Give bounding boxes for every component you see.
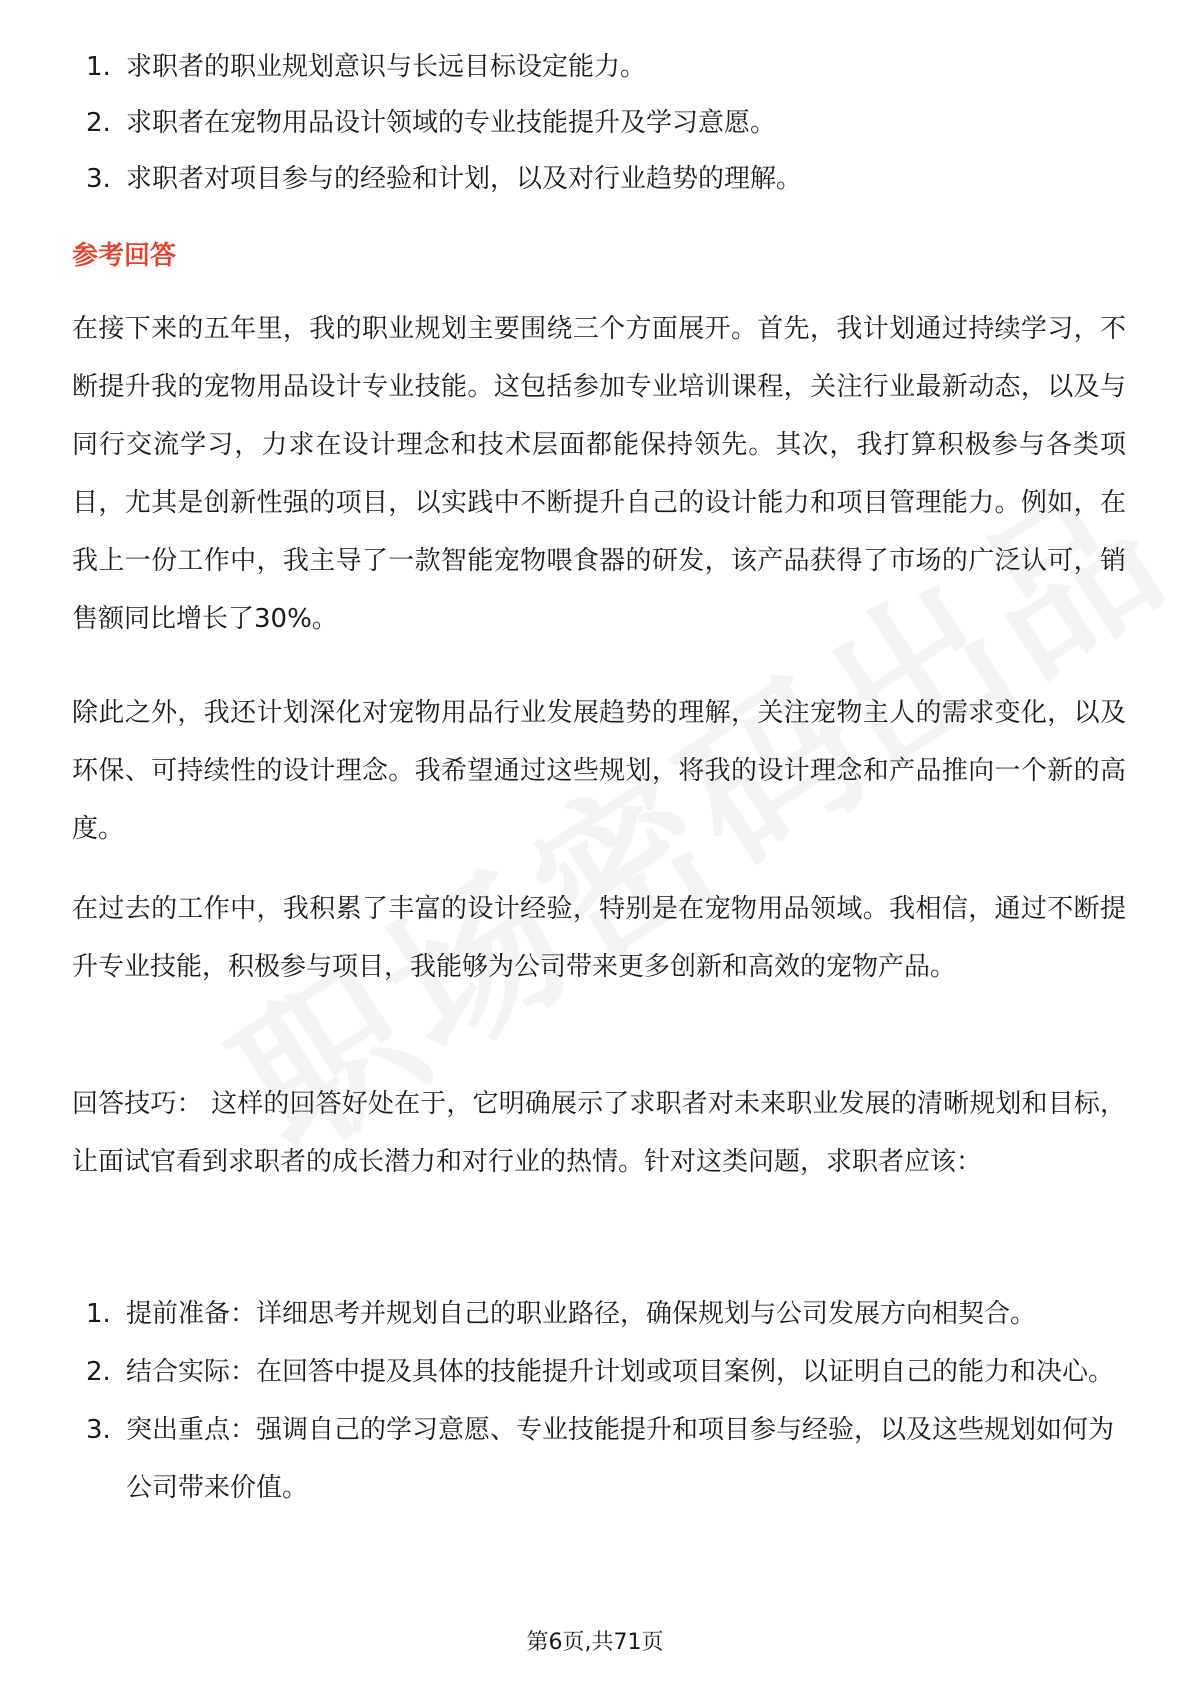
tips-list	[72, 1285, 1132, 1517]
list-number: 3.	[86, 1415, 111, 1445]
list-item	[72, 1285, 1132, 1343]
answer-tips-paragraph: 回答技巧： 这样的回答好处在于，它明确展示了求职者对未来职业发展的清晰规划和目标，让面试官看到求职者的成长潜力和对行业的热情。针对这类问题，求职者应该：	[72, 1089, 1126, 1177]
list-number: 1.	[86, 1299, 111, 1329]
list-item	[72, 151, 1132, 207]
list-item	[72, 1343, 1132, 1401]
list-item-text: 结合实际：在回答中提及具体的技能提升计划或项目案例，以证明自己的能力和决心。	[126, 1357, 1115, 1387]
list-number: 3.	[86, 164, 111, 194]
list-number: 1.	[86, 52, 111, 82]
list-item-text: 求职者的职业规划意识与长远目标设定能力。	[126, 52, 647, 82]
paragraph: 除此之外，我还计划深化对宠物用品行业发展趋势的理解，关注宠物主人的需求变化，以及环保、可持续性的设计理念。我希望通过这些规划，将我的设计理念和产品推向一个新的高度。	[72, 698, 1126, 844]
intro-list	[72, 39, 1132, 207]
list-item	[72, 39, 1132, 95]
paragraph: 在过去的工作中，我积累了丰富的设计经验，特别是在宠物用品领域。我相信，通过不断提升专业技能，积极参与项目，我能够为公司带来更多创新和高效的宠物产品。	[72, 894, 1126, 982]
list-item-text: 求职者对项目参与的经验和计划，以及对行业趋势的理解。	[126, 164, 803, 194]
list-item-text: 突出重点：强调自己的学习意愿、专业技能提升和项目参与经验，以及这些规划如何为公司带来价值。	[126, 1415, 1115, 1503]
list-number: 2.	[86, 1357, 111, 1387]
page-footer: 第6页,共71页	[526, 1630, 664, 1655]
list-item-text: 求职者在宠物用品设计领域的专业技能提升及学习意愿。	[126, 108, 777, 138]
section-heading: 参考回答	[72, 241, 177, 271]
paragraph: 在接下来的五年里，我的职业规划主要围绕三个方面展开。首先，我计划通过持续学习，不断提升我的宠物用品设计专业技能。这包括参加专业培训课程，关注行业最新动态，以及与同行交流学习，力求在设计理念和技术层面都能保持领先。其次，我打算积极参与各类项目，尤其是创新性强的项目，以实践中不断提升自己的设计能力和项目管理能力。例如，在我上一份工作中，我主导了一款智能宠物喂食器的研发，该产品获得了市场的广泛认可，销售额同比增长了30%。	[72, 314, 1126, 634]
list-item	[72, 1401, 1132, 1517]
list-number: 2.	[86, 108, 111, 138]
list-item	[72, 95, 1132, 151]
list-item-text: 提前准备：详细思考并规划自己的职业路径，确保规划与公司发展方向相契合。	[126, 1299, 1037, 1329]
